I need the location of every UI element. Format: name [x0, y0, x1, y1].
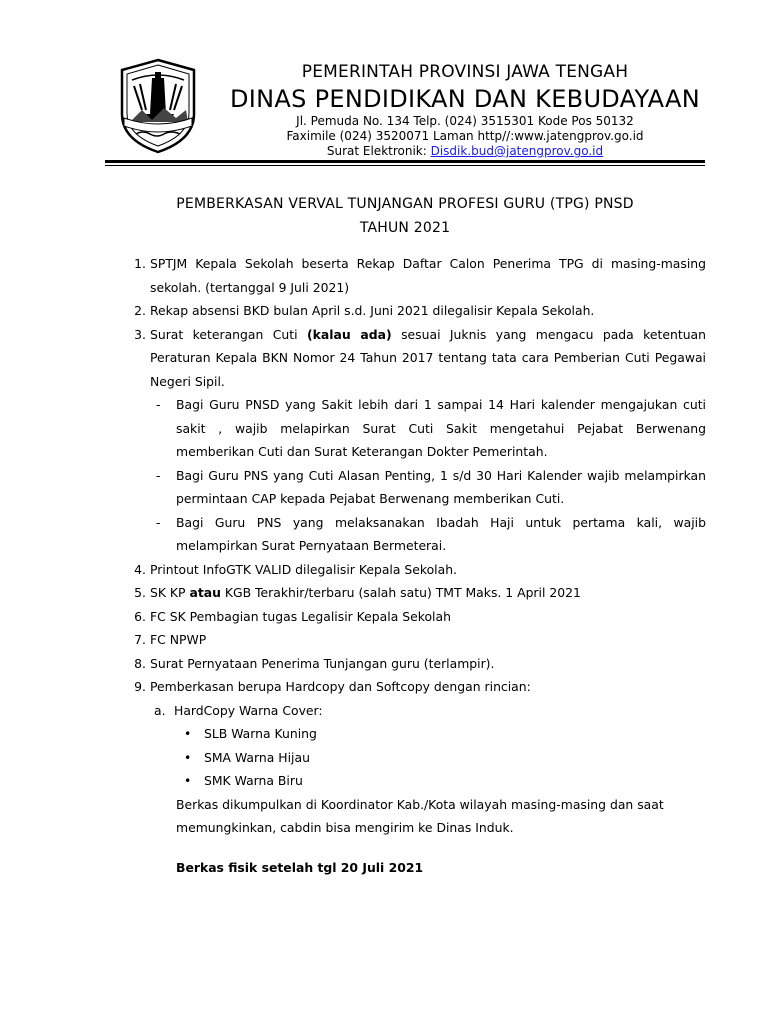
list-item — [118, 675, 706, 699]
sub-item-text: Bagi Guru PNS yang melaksanakan Ibadah Haji untuk pertama kali, wajib melampirkan Surat Pernyataan Bermeterai. — [176, 514, 706, 553]
email-line — [210, 144, 720, 159]
bullet-item — [118, 769, 706, 793]
item-text: SPTJM Kepala Sekolah beserta Rekap Daftar Calon Penerima TPG di masing-masing sekolah. (tertanggal 9 Juli 2021) — [150, 256, 706, 295]
sub-item-text: Bagi Guru PNSD yang Sakit lebih dari 1 sampai 14 Hari kalender mengajukan cuti sakit , wajib melapirkan Surat Cuti Sakit mengetahui Pejabat Berwenang memberikan Cuti dan Surat Keterangan Dokter Pemerintah. — [176, 397, 706, 459]
letterhead — [210, 60, 720, 159]
item-number: 1. — [134, 256, 146, 271]
department-name: DINAS PENDIDIKAN DAN KEBUDAYAAN — [230, 85, 700, 113]
email-label: Surat Elektronik: — [326, 144, 431, 158]
bullet-item — [118, 722, 706, 746]
bullet-marker: • — [184, 749, 192, 765]
email-link[interactable]: Disdik.bud@jatengprov.go.id — [430, 144, 604, 158]
item-text: Rekap absensi BKD bulan April s.d. Juni 2021 dilegalisir Kepala Sekolah. — [150, 303, 595, 318]
bullet-marker: • — [184, 773, 192, 788]
list-item — [118, 558, 706, 582]
bullet-marker: • — [184, 726, 192, 741]
bullet-item-text: SLB Warna Kuning — [204, 726, 317, 741]
item-text: FC SK Pembagian tugas Legalisir Kepala Sekolah — [150, 608, 451, 624]
list-item — [118, 323, 706, 394]
alpha-marker: a. — [154, 702, 166, 718]
sub-item-text: Bagi Guru PNS yang Cuti Alasan Penting, 1 s/d 30 Hari Kalender wajib melampirkan permintaan CAP kepada Pejabat Berwenang memberikan Cuti. — [176, 467, 706, 506]
item-text: Printout InfoGTK VALID dilegalisir Kepala Sekolah. — [150, 561, 458, 577]
deadline-note: Berkas fisik setelah tgl 20 Juli 2021 — [176, 859, 424, 875]
list-item — [118, 299, 706, 323]
central-java-emblem-logo — [112, 56, 204, 154]
item-number: 7. — [134, 632, 146, 647]
item-text: FC NPWP — [150, 632, 207, 647]
item-text: Surat Pernyataan Penerima Tunjangan guru (terlampir). — [150, 655, 495, 671]
bullet-item-text: SMK Warna Biru — [204, 773, 303, 788]
item-text-bold: atau — [189, 585, 221, 600]
item-number: 8. — [134, 655, 146, 671]
dash-marker: - — [156, 397, 161, 412]
item-text-post: KGB Terakhir/terbaru (salah satu) TMT Maks. 1 April 2021 — [220, 585, 581, 600]
document-title — [100, 192, 710, 240]
bullet-item-text: SMA Warna Hijau — [204, 749, 310, 765]
submission-note: Berkas dikumpulkan di Koordinator Kab./Kota wilayah masing-masing dan saat memungkinkan, cabdin bisa mengirim ke Dinas Induk. — [176, 796, 664, 835]
item-number: 4. — [134, 561, 146, 577]
address-line: Jl. Pemuda No. 134 Telp. (024) 3515301 Kode Pos 50132 — [296, 114, 634, 128]
item-text-post: sesuai Juknis yang mengacu pada ketentuan Peraturan Kepala BKN Nomor 24 Tahun 2017 tentang tata cara Pemberian Cuti Pegawai Negeri Sipil. — [150, 326, 707, 389]
fax-web-line: Faximile (024) 3520071 Laman http//:www.jatengprov.go.id — [286, 129, 644, 143]
sub-item — [118, 464, 706, 511]
title-line-1: PEMBERKASAN VERVAL TUNJANGAN PROFESI GURU (TPG) PNSD — [176, 196, 634, 212]
list-item — [118, 252, 706, 299]
list-item — [118, 581, 706, 605]
list-item — [118, 628, 706, 652]
item-number: 9. — [134, 679, 146, 694]
item-text-pre: Surat keterangan Cuti — [150, 326, 307, 342]
dash-marker: - — [156, 514, 161, 530]
item-number: 3. — [134, 326, 146, 342]
alpha-sub-item-text: HardCopy Warna Cover: — [174, 702, 323, 718]
list-item — [118, 605, 706, 629]
item-number: 5. — [134, 585, 146, 600]
dash-marker: - — [156, 467, 161, 483]
sub-item — [118, 393, 706, 464]
government-name: PEMERINTAH PROVINSI JAWA TENGAH — [301, 62, 629, 82]
item-text-bold: (kalau ada) — [306, 326, 392, 342]
item-text-pre: SK KP — [150, 585, 190, 600]
bullet-item — [118, 746, 706, 770]
letterhead-divider-thin — [105, 165, 705, 166]
item-number: 2. — [134, 303, 146, 318]
sub-item — [118, 511, 706, 558]
list-item — [118, 652, 706, 676]
alpha-sub-item — [118, 699, 706, 723]
item-text: Pemberkasan berupa Hardcopy dan Softcopy dengan rincian: — [150, 679, 531, 694]
requirements-list — [118, 252, 706, 879]
item-number: 6. — [134, 608, 146, 624]
title-line-2: TAHUN 2021 — [359, 220, 451, 236]
letterhead-divider-thick — [105, 160, 705, 163]
